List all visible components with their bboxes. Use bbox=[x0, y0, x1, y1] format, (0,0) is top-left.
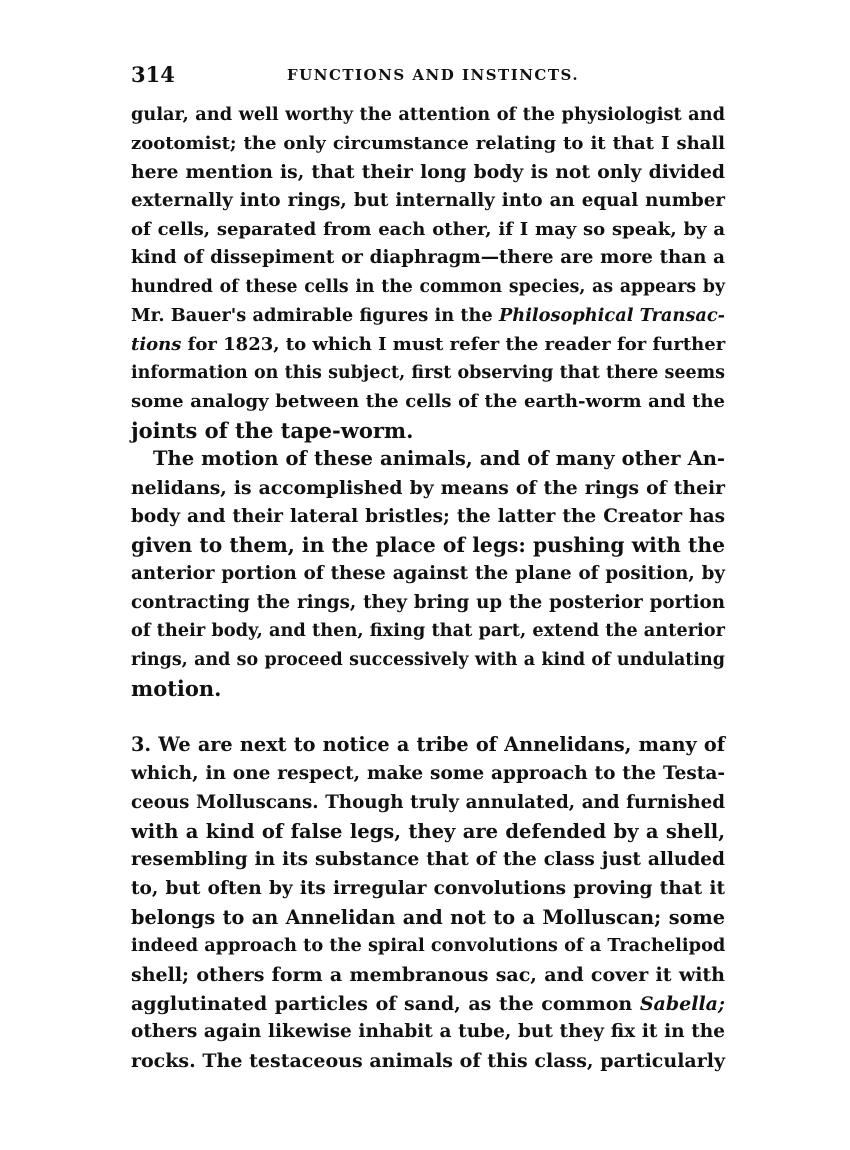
text-line: here mention is, that their long body is not only divided bbox=[131, 161, 725, 184]
text-line: externally into rings, but internally into an equal number bbox=[131, 190, 725, 212]
section-gap bbox=[131, 703, 725, 731]
text-line: joints of the tape-worm. bbox=[131, 417, 414, 443]
italic-text: Sabella; bbox=[639, 992, 725, 1015]
text-line: motion. bbox=[131, 675, 222, 701]
text-line: information on this subject, first observing that there seems bbox=[131, 363, 725, 384]
text-line: others again likewise inhabit a tube, but they fix it in the bbox=[131, 1021, 725, 1043]
text-line: which, in one respect, make some approach to the Testa- bbox=[131, 763, 725, 785]
text-line: nelidans, is accomplished by means of the rings of their bbox=[131, 476, 725, 499]
text-line: given to them, in the place of legs: pushing with the bbox=[131, 533, 725, 558]
text-line: anterior portion of these against the plane of position, by bbox=[131, 563, 725, 584]
text-line: of their body, and then, fixing that part, extend the anterior bbox=[131, 620, 725, 642]
text-line: indeed approach to the spiral convolutions of a Trachelipod bbox=[131, 935, 726, 957]
book-page bbox=[131, 56, 725, 1076]
italic-text: Philosophical Transac- bbox=[498, 304, 726, 326]
text-line: rocks. The testaceous animals of this class, particularly bbox=[131, 1050, 725, 1072]
text-line: 3. We are next to notice a tribe of Annelidans, many of bbox=[131, 733, 725, 757]
text-line: kind of dissepiment or diaphragm—there are more than a bbox=[131, 247, 725, 269]
text-line-with-italic-genus: agglutinated particles of sand, as the common Sabella; bbox=[131, 992, 725, 1015]
text-line: body and their lateral bristles; the latter the Creator has bbox=[131, 505, 725, 527]
page-number: 314 bbox=[131, 62, 175, 87]
page-header bbox=[131, 56, 725, 88]
text-line: shell; others form a membranous sac, and cover it with bbox=[131, 963, 725, 986]
text-line: hundred of these cells in the common species, as appears by bbox=[131, 277, 725, 298]
text-line: contracting the rings, they bring up the posterior portion bbox=[131, 591, 725, 613]
text-line: gular, and well worthy the attention of the physiologist and bbox=[131, 104, 725, 125]
paragraph bbox=[131, 101, 725, 445]
text-line: The motion of these animals, and of many other An- bbox=[153, 447, 725, 471]
italic-text: tions bbox=[131, 333, 182, 355]
text-line: rings, and so proceed successively with a kind of undulating bbox=[131, 650, 725, 671]
paragraph bbox=[131, 731, 725, 1075]
text-line: to, but often by its irregular convolutions proving that it bbox=[131, 877, 725, 899]
body-text bbox=[131, 101, 725, 1076]
text-line-with-italic-title: tions for 1823, to which I must refer the reader for further bbox=[131, 333, 726, 355]
text-line: ceous Molluscans. Though truly annulated, and furnished bbox=[131, 791, 725, 813]
text-line: belongs to an Annelidan and not to a Molluscan; some bbox=[131, 905, 725, 929]
text-line: of cells, separated from each other, if I may so speak, by a bbox=[131, 218, 725, 240]
text-line-with-italic-title: Mr. Bauer's admirable figures in the Philosophical Transac- bbox=[131, 304, 726, 326]
paragraph bbox=[131, 445, 725, 703]
text-line: some analogy between the cells of the earth-worm and the bbox=[131, 390, 725, 412]
text-line: with a kind of false legs, they are defended by a shell, bbox=[131, 819, 725, 843]
running-head: FUNCTIONS AND INSTINCTS. bbox=[287, 66, 580, 84]
text-line: resembling in its substance that of the class just alluded bbox=[131, 849, 725, 871]
text-line: zootomist; the only circumstance relating to it that I shall bbox=[131, 132, 725, 154]
